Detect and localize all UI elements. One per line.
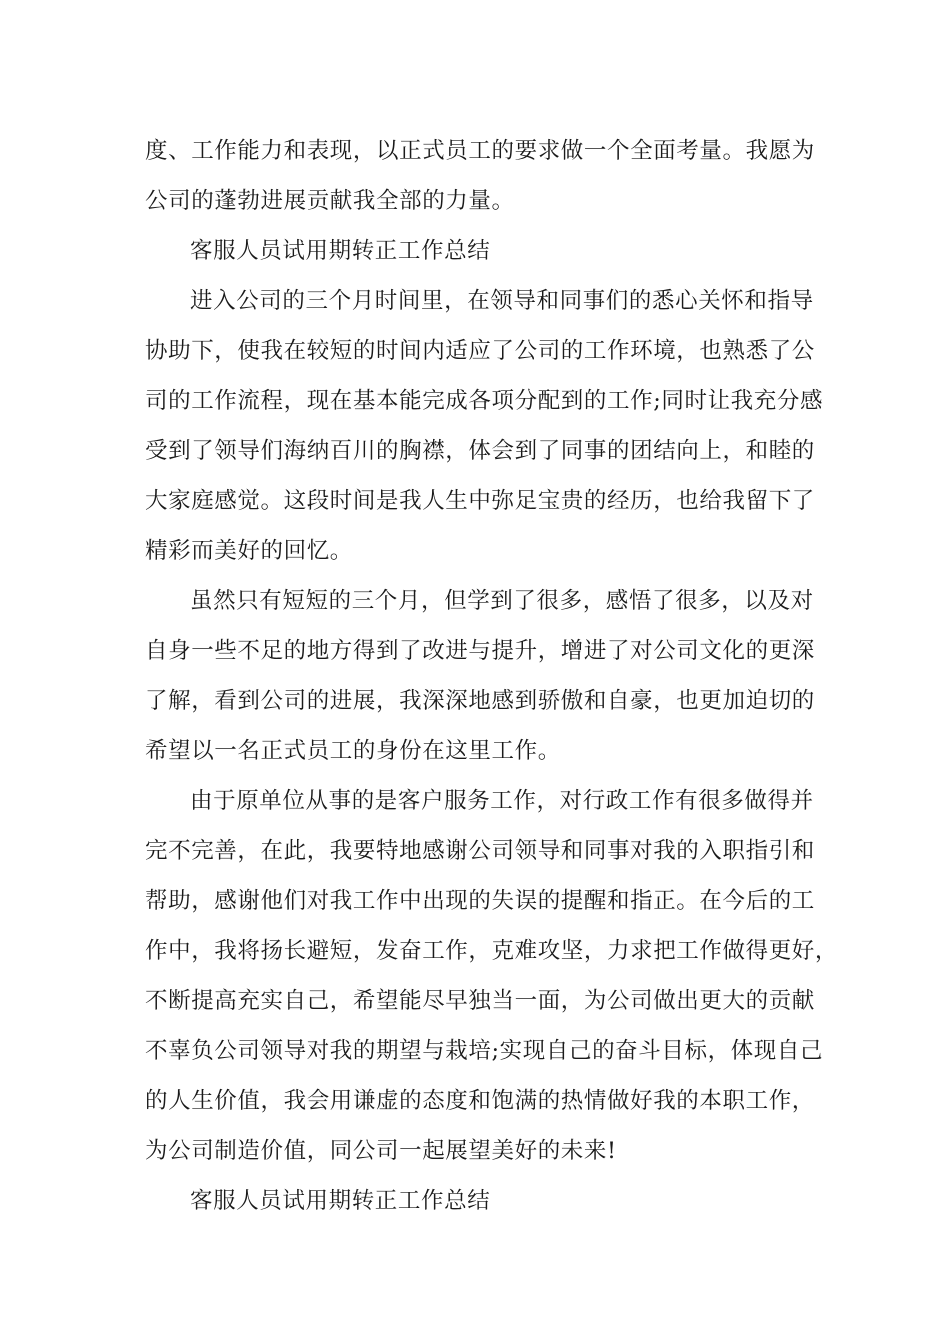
body-text-line: 大家庭感觉。这段时间是我人生中弥足宝贵的经历，也给我留下了 (145, 488, 815, 514)
body-text-line: 的人生价值，我会用谦虚的态度和饱满的热情做好我的本职工作， (145, 1088, 815, 1114)
body-text-line: 虽然只有短短的三个月，但学到了很多，感悟了很多，以及对 (190, 588, 814, 614)
body-text-line: 为公司制造价值，同公司一起展望美好的未来! (145, 1138, 617, 1164)
body-text-line: 不断提高充实自己，希望能尽早独当一面，为公司做出更大的贡献 (145, 988, 815, 1014)
body-text-line: 帮助，感谢他们对我工作中出现的失误的提醒和指正。在今后的工 (145, 888, 815, 914)
body-text-line: 进入公司的三个月时间里，在领导和同事们的悉心关怀和指导 (190, 288, 814, 314)
body-text-line: 了解，看到公司的进展，我深深地感到骄傲和自豪，也更加迫切的 (145, 688, 815, 714)
body-text-line: 协助下，使我在较短的时间内适应了公司的工作环境，也熟悉了公 (145, 338, 815, 364)
section-heading: 客服人员试用期转正工作总结 (190, 238, 491, 264)
body-text-line: 希望以一名正式员工的身份在这里工作。 (145, 738, 561, 764)
body-text-line: 公司的蓬勃进展贡献我全部的力量。 (145, 188, 515, 214)
body-text-line: 不辜负公司领导对我的期望与栽培;实现自己的奋斗目标，体现自己 (145, 1038, 824, 1064)
body-text-line: 司的工作流程，现在基本能完成各项分配到的工作;同时让我充分感 (145, 388, 824, 414)
body-text-line: 自身一些不足的地方得到了改进与提升，增进了对公司文化的更深 (145, 638, 815, 664)
body-text-line: 由于原单位从事的是客户服务工作，对行政工作有很多做得并 (190, 788, 814, 814)
body-text-line: 完不完善，在此，我要特地感谢公司领导和同事对我的入职指引和 (145, 838, 815, 864)
body-text-line: 受到了领导们海纳百川的胸襟，体会到了同事的团结向上，和睦的 (145, 438, 815, 464)
body-text-line: 精彩而美好的回忆。 (145, 538, 353, 564)
section-heading: 客服人员试用期转正工作总结 (190, 1188, 491, 1214)
body-text-line: 度、工作能力和表现，以正式员工的要求做一个全面考量。我愿为 (145, 138, 815, 164)
body-text-line: 作中，我将扬长避短，发奋工作，克难攻坚，力求把工作做得更好， (145, 938, 839, 964)
